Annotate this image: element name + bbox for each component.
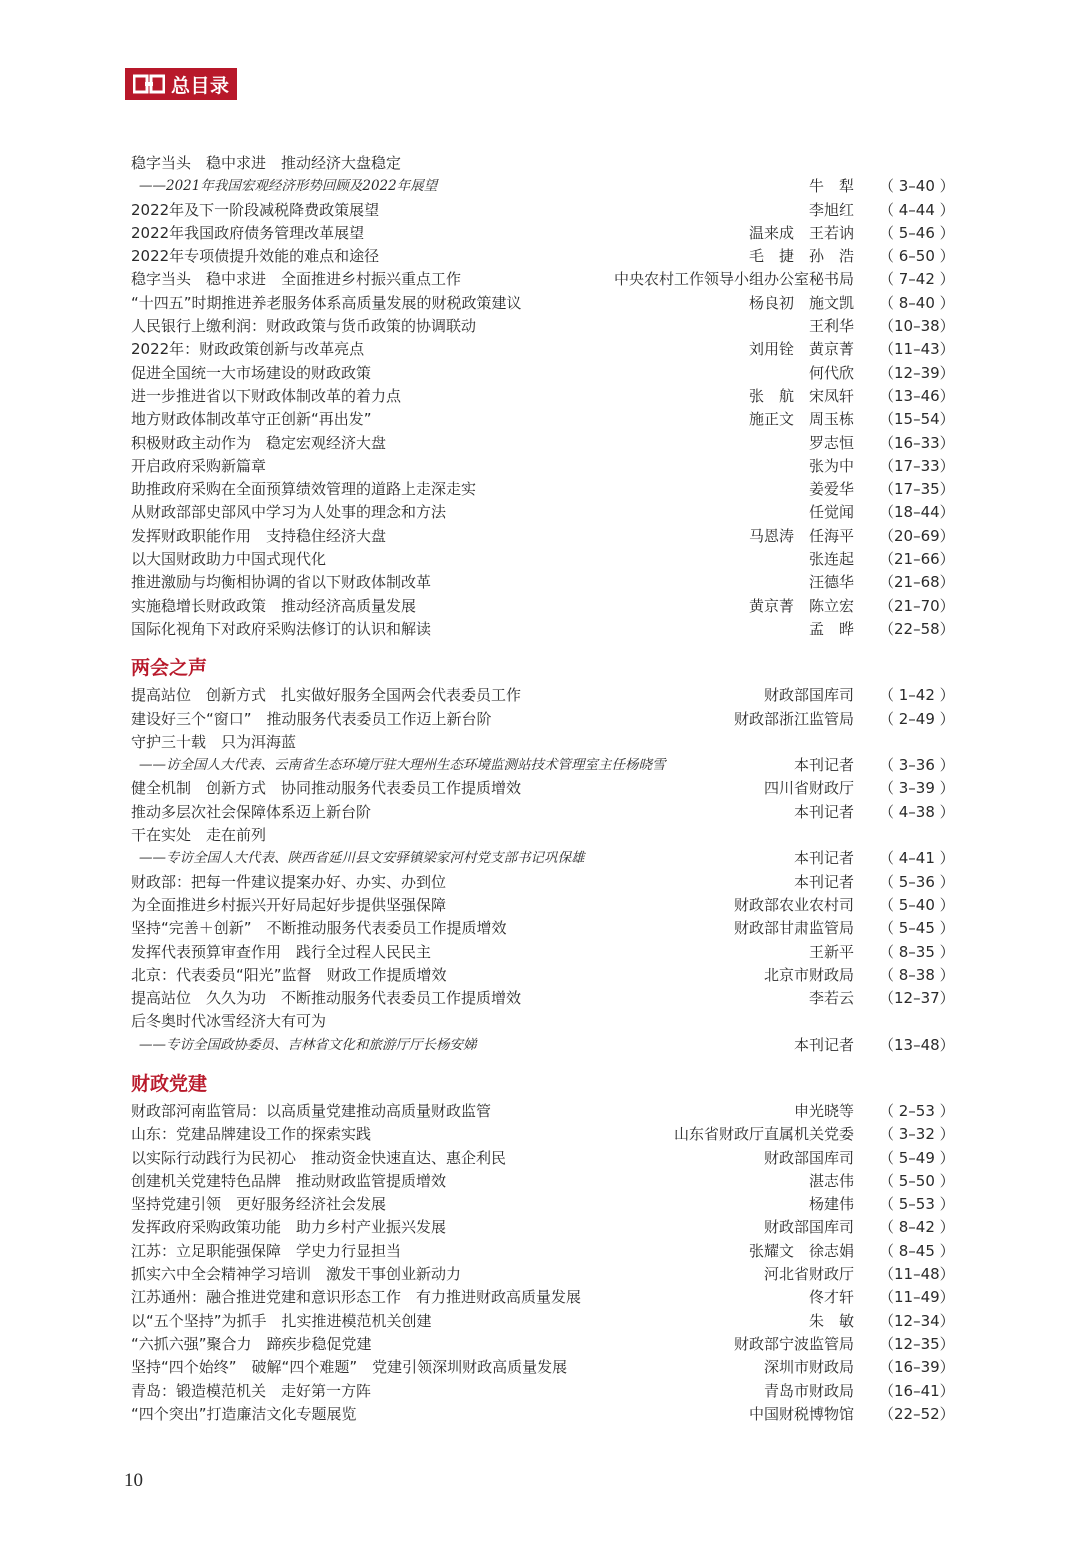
table-of-contents xyxy=(131,152,955,1426)
toc-entry[interactable] xyxy=(131,175,955,198)
toc-entry-author: 李若云 xyxy=(808,989,854,1008)
toc-entry-title: 为全面推进乡村振兴开好局起好步提供坚强保障 xyxy=(131,895,447,914)
toc-entry[interactable] xyxy=(131,432,955,455)
toc-entry-author: 财政部甘肃监管局 xyxy=(733,919,854,938)
toc-entry-title: 建设好三个“窗口” 推动服务代表委员工作迈上新台阶 xyxy=(131,709,492,728)
toc-entry-subtitle: ——专访全国人大代表、陕西省延川县文安驿镇梁家河村党支部书记巩保雄 xyxy=(139,850,585,867)
toc-entry[interactable] xyxy=(131,1216,955,1239)
toc-entry-author: 张 航 宋凤轩 xyxy=(748,386,854,405)
toc-entry-page: （22–58） xyxy=(879,619,955,638)
toc-entry-author: 张耀文 徐志娟 xyxy=(748,1241,854,1260)
toc-entry-page: （11–49） xyxy=(879,1288,955,1307)
toc-entry-author: 王新平 xyxy=(808,942,854,961)
toc-entry-author: 张为中 xyxy=(808,456,854,475)
toc-entry[interactable] xyxy=(131,917,955,940)
toc-entry-author: 黄京菁 陈立宏 xyxy=(748,596,854,615)
toc-entry-author: 杨建伟 xyxy=(808,1195,854,1214)
toc-entry-author: 山东省财政厅直属机关党委 xyxy=(673,1125,854,1144)
toc-entry-title: 进一步推进省以下财政体制改革的着力点 xyxy=(131,386,402,405)
toc-entry-author: 本刊记者 xyxy=(793,872,854,891)
toc-entry-page: （21–68） xyxy=(879,573,955,592)
toc-entry-title: 开启政府采购新篇章 xyxy=(131,456,267,475)
toc-entry-title: 坚持党建引领 更好服务经济社会发展 xyxy=(131,1195,387,1214)
toc-entry-title: 稳字当头 稳中求进 推动经济大盘稳定 xyxy=(131,154,402,172)
toc-entry-author: 施正文 周玉栋 xyxy=(748,410,854,429)
toc-entry-page: （17–35） xyxy=(879,480,955,499)
toc-entry[interactable] xyxy=(131,525,955,548)
toc-entry-author: 姜爱华 xyxy=(808,480,854,499)
toc-entry[interactable] xyxy=(131,1100,955,1123)
toc-entry[interactable] xyxy=(131,1403,955,1426)
toc-entry-subtitle: ——专访全国政协委员、吉林省文化和旅游厅厅长杨安娣 xyxy=(139,1036,477,1053)
toc-entry-title: 财政部：把每一件建议提案办好、办实、办到位 xyxy=(131,872,447,891)
toc-entry-page: （ 3–39 ） xyxy=(879,779,955,798)
toc-entry[interactable] xyxy=(131,847,955,870)
toc-entry-title: 守护三十载 只为洱海蓝 xyxy=(131,732,297,751)
toc-entry-author: 财政部国库司 xyxy=(763,1218,854,1237)
toc-entry-page: （ 8–42 ） xyxy=(879,1218,955,1237)
toc-entry-page: （13–46） xyxy=(879,386,955,405)
toc-entry[interactable] xyxy=(131,548,955,571)
toc-entry-page: （ 8–35 ） xyxy=(879,942,955,961)
toc-entry-page: （16–41） xyxy=(879,1381,955,1400)
toc-entry-page: （ 8–40 ） xyxy=(879,293,955,312)
toc-entry[interactable] xyxy=(131,501,955,524)
toc-entry-page: （22–52） xyxy=(879,1404,955,1423)
toc-entry-page: （ 8–38 ） xyxy=(879,965,955,984)
toc-entry-author: 申光晓等 xyxy=(793,1101,854,1120)
toc-entry-page: （21–66） xyxy=(879,550,955,569)
toc-entry[interactable] xyxy=(131,152,951,175)
toc-entry-title: 干在实处 走在前列 xyxy=(131,826,267,845)
toc-entry-subtitle: ——访全国人大代表、云南省生态环境厅驻大理州生态环境监测站技术管理室主任杨晓雪 xyxy=(139,757,666,774)
toc-entry-author: 毛 捷 孙 浩 xyxy=(748,247,854,266)
toc-entry-title: 2022年专项债提升效能的难点和途径 xyxy=(131,247,380,266)
toc-entry-title: 以“五个坚持”为抓手 扎实推进模范机关创建 xyxy=(131,1311,432,1330)
toc-entry-author: 任觉闻 xyxy=(808,503,854,522)
toc-entry-title: 地方财政体制改革守正创新“再出发” xyxy=(131,410,372,429)
toc-entry[interactable] xyxy=(131,362,955,385)
toc-entry-title: 2022年及下一阶段减税降费政策展望 xyxy=(131,200,380,219)
toc-entry-title: “四个突出”打造廉洁文化专题展览 xyxy=(131,1404,357,1423)
toc-entry[interactable] xyxy=(131,455,955,478)
toc-entry-author: 湛志伟 xyxy=(808,1171,854,1190)
toc-entry-author: 四川省财政厅 xyxy=(763,779,854,798)
toc-entry-title: 从财政部部史部风中学习为人处事的理念和方法 xyxy=(131,503,447,522)
toc-entry[interactable] xyxy=(131,1333,955,1356)
toc-entry-page: （18–44） xyxy=(879,503,955,522)
toc-entry-author: 朱 敏 xyxy=(808,1311,854,1330)
toc-entry[interactable] xyxy=(131,408,955,431)
toc-entry-title: 北京：代表委员“阳光”监督 财政工作提质增效 xyxy=(131,965,447,984)
toc-entry-title: 江苏：立足职能强保障 学史力行显担当 xyxy=(131,1241,402,1260)
toc-entry-author: 中国财税博物馆 xyxy=(748,1404,854,1423)
toc-entry-author: 财政部宁波监管局 xyxy=(733,1334,854,1353)
toc-entry-page: （ 5–49 ） xyxy=(879,1148,955,1167)
toc-entry[interactable] xyxy=(131,1147,955,1170)
toc-entry[interactable] xyxy=(131,1193,955,1216)
toc-entry-page: （12–39） xyxy=(879,363,955,382)
toc-header-badge xyxy=(125,68,237,100)
toc-entry-author: 刘用铨 黄京菁 xyxy=(748,340,854,359)
toc-entry-title: 坚持“四个始终” 破解“四个难题” 党建引领深圳财政高质量发展 xyxy=(131,1358,568,1377)
toc-entry-title: 发挥政府采购政策功能 助力乡村产业振兴发展 xyxy=(131,1218,447,1237)
toc-entry-author: 青岛市财政局 xyxy=(763,1381,854,1400)
toc-entry[interactable] xyxy=(131,478,955,501)
toc-entry-author: 本刊记者 xyxy=(793,802,854,821)
toc-entry-title: 抓实六中全会精神学习培训 激发干事创业新动力 xyxy=(131,1265,462,1284)
toc-entry-page: （12–34） xyxy=(879,1311,955,1330)
toc-entry-page: （ 3–40 ） xyxy=(879,177,955,196)
toc-entry-title: 江苏通州：融合推进党建和意识形态工作 有力推进财政高质量发展 xyxy=(131,1288,582,1307)
toc-entry-title: 坚持“完善＋创新” 不断推动服务代表委员工作提质增效 xyxy=(131,919,507,938)
toc-entry[interactable] xyxy=(131,777,955,800)
toc-entry[interactable] xyxy=(131,941,955,964)
toc-entry-author: 杨良初 施文凯 xyxy=(748,293,854,312)
toc-entry-page: （21–70） xyxy=(879,596,955,615)
toc-entry-author: 深圳市财政局 xyxy=(763,1358,854,1377)
toc-entry-page: （13–48） xyxy=(879,1035,955,1054)
toc-entry-title: 积极财政主动作为 稳定宏观经济大盘 xyxy=(131,433,387,452)
toc-entry[interactable] xyxy=(131,571,955,594)
toc-entry-author: 本刊记者 xyxy=(793,849,854,868)
toc-entry[interactable] xyxy=(131,871,955,894)
toc-entry-page: （ 2–49 ） xyxy=(879,709,955,728)
toc-entry-page: （ 3–36 ） xyxy=(879,756,955,775)
toc-entry-title: “十四五”时期推进养老服务体系高质量发展的财税政策建议 xyxy=(131,293,522,312)
toc-entry-page: （ 3–32 ） xyxy=(879,1125,955,1144)
toc-entry-author: 佟才轩 xyxy=(808,1288,854,1307)
toc-entry[interactable] xyxy=(131,268,955,291)
toc-entry-title: 发挥财政职能作用 支持稳住经济大盘 xyxy=(131,526,387,545)
toc-entry-page: （15–54） xyxy=(879,410,955,429)
toc-header-title: 总目录 xyxy=(171,74,230,97)
toc-entry-author: 张连起 xyxy=(808,550,854,569)
toc-entry[interactable] xyxy=(131,894,955,917)
toc-entry[interactable] xyxy=(131,1010,951,1033)
toc-entry-page: （ 5–46 ） xyxy=(879,223,955,242)
toc-entry-author: 罗志恒 xyxy=(808,433,854,452)
toc-entry-page: （ 6–50 ） xyxy=(879,247,955,266)
toc-entry-page: （ 4–38 ） xyxy=(879,802,955,821)
toc-entry-title: 财政部河南监管局：以高质量党建推动高质量财政监管 xyxy=(131,1101,492,1120)
page-number: 10 xyxy=(124,1470,143,1491)
toc-entry-page: （16–33） xyxy=(879,433,955,452)
toc-entry[interactable] xyxy=(131,1263,955,1286)
toc-entry-page: （ 5–40 ） xyxy=(879,895,955,914)
toc-entry-page: （ 7–42 ） xyxy=(879,270,955,289)
toc-entry-page: （ 5–45 ） xyxy=(879,919,955,938)
toc-entry[interactable] xyxy=(131,754,955,777)
toc-entry-author: 何代欣 xyxy=(808,363,854,382)
toc-entry-author: 本刊记者 xyxy=(793,756,854,775)
toc-entry-page: （10–38） xyxy=(879,317,955,336)
toc-entry[interactable] xyxy=(131,824,951,847)
toc-entry-author: 财政部国库司 xyxy=(763,1148,854,1167)
toc-entry-page: （ 5–53 ） xyxy=(879,1195,955,1214)
toc-entry-title: 青岛：锻造模范机关 走好第一方阵 xyxy=(131,1381,372,1400)
toc-entry[interactable] xyxy=(131,731,951,754)
toc-entry-page: （ 8–45 ） xyxy=(879,1241,955,1260)
toc-entry[interactable] xyxy=(131,595,955,618)
toc-entry-author: 财政部国库司 xyxy=(763,686,854,705)
toc-entry[interactable] xyxy=(131,1380,955,1403)
toc-entry-author: 中央农村工作领导小组办公室秘书局 xyxy=(613,270,854,289)
toc-entry-author: 王利华 xyxy=(808,317,854,336)
toc-entry-title: 推动多层次社会保障体系迈上新台阶 xyxy=(131,802,372,821)
toc-entry[interactable] xyxy=(131,222,955,245)
toc-entry-title: 实施稳增长财政政策 推动经济高质量发展 xyxy=(131,596,417,615)
toc-entry-title: 稳字当头 稳中求进 全面推进乡村振兴重点工作 xyxy=(131,270,462,289)
toc-entry-author: 汪德华 xyxy=(808,573,854,592)
toc-entry-page: （11–43） xyxy=(879,340,955,359)
toc-entry-page: （11–48） xyxy=(879,1265,955,1284)
toc-entry-author: 温来成 王若讷 xyxy=(748,223,854,242)
toc-entry-author: 马恩涛 任海平 xyxy=(748,526,854,545)
toc-entry-author: 李旭红 xyxy=(808,200,854,219)
toc-entry-page: （ 5–50 ） xyxy=(879,1171,955,1190)
toc-entry-page: （12–37） xyxy=(879,989,955,1008)
toc-entry[interactable] xyxy=(131,1286,955,1309)
toc-entry[interactable] xyxy=(131,684,955,707)
toc-entry[interactable] xyxy=(131,245,955,268)
toc-entry[interactable] xyxy=(131,987,955,1010)
toc-entry[interactable] xyxy=(131,199,955,222)
toc-entry-page: （ 4–44 ） xyxy=(879,200,955,219)
toc-entry[interactable] xyxy=(131,801,955,824)
toc-entry[interactable] xyxy=(131,708,955,731)
toc-entry[interactable] xyxy=(131,1123,955,1146)
toc-entry[interactable] xyxy=(131,1034,955,1057)
toc-entry[interactable] xyxy=(131,385,955,408)
toc-entry-title: 发挥代表预算审查作用 践行全过程人民民主 xyxy=(131,942,432,961)
toc-entry-subtitle: ——2021年我国宏观经济形势回顾及2022年展望 xyxy=(139,178,438,195)
toc-entry-title: 后冬奥时代冰雪经济大有可为 xyxy=(131,1012,327,1031)
toc-entry-page: （ 4–41 ） xyxy=(879,849,955,868)
toc-entry-title: 山东：党建品牌建设工作的探索实践 xyxy=(131,1125,372,1144)
toc-entry-page: （16–39） xyxy=(879,1358,955,1377)
toc-entry[interactable] xyxy=(131,1240,955,1263)
toc-entry-author: 孟 晔 xyxy=(808,619,854,638)
toc-entry[interactable] xyxy=(131,618,955,641)
toc-entry-title: 推进激励与均衡相协调的省以下财政体制改革 xyxy=(131,573,432,592)
toc-entry-page: （ 5–36 ） xyxy=(879,872,955,891)
toc-entry[interactable] xyxy=(131,964,955,987)
toc-entry-author: 牛 犁 xyxy=(808,177,854,196)
section-heading: 财政党建 xyxy=(131,1072,208,1095)
toc-entry-author: 财政部农业农村司 xyxy=(733,895,854,914)
toc-entry-title: 以大国财政助力中国式现代化 xyxy=(131,550,327,569)
toc-entry-title: 健全机制 创新方式 协同推动服务代表委员工作提质增效 xyxy=(131,779,522,798)
toc-entry-author: 北京市财政局 xyxy=(763,965,854,984)
toc-entry-page: （17–33） xyxy=(879,456,955,475)
toc-entry[interactable] xyxy=(131,1170,955,1193)
toc-entry-title: 促进全国统一大市场建设的财政政策 xyxy=(131,363,372,382)
toc-entry-title: 国际化视角下对政府采购法修订的认识和解读 xyxy=(131,619,432,638)
toc-entry-title: “六抓六强”聚合力 蹄疾步稳促党建 xyxy=(131,1334,372,1353)
toc-entry[interactable] xyxy=(131,338,955,361)
toc-entry[interactable] xyxy=(131,315,955,338)
toc-entry[interactable] xyxy=(131,1356,955,1379)
toc-entry[interactable] xyxy=(131,292,955,315)
toc-entry-title: 创建机关党建特色品牌 推动财政监管提质增效 xyxy=(131,1171,447,1190)
toc-entry-title: 助推政府采购在全面预算绩效管理的道路上走深走实 xyxy=(131,480,477,499)
toc-entry-title: 提高站位 久久为功 不断推动服务代表委员工作提质增效 xyxy=(131,989,522,1008)
toc-entry-title: 2022年：财政政策创新与改革亮点 xyxy=(131,340,365,359)
toc-entry-author: 财政部浙江监管局 xyxy=(733,709,854,728)
toc-entry-title: 提高站位 创新方式 扎实做好服务全国两会代表委员工作 xyxy=(131,686,522,705)
toc-entry-title: 2022年我国政府债务管理改革展望 xyxy=(131,223,365,242)
toc-entry[interactable] xyxy=(131,1310,955,1333)
toc-entry-page: （20–69） xyxy=(879,526,955,545)
toc-entry-title: 人民银行上缴利润：财政政策与货币政策的协调联动 xyxy=(131,317,477,336)
toc-entry-title: 以实际行动践行为民初心 推动资金快速直达、惠企利民 xyxy=(131,1148,507,1167)
toc-logo-icon xyxy=(133,74,165,94)
toc-entry-author: 本刊记者 xyxy=(793,1035,854,1054)
toc-entry-author: 河北省财政厅 xyxy=(763,1265,854,1284)
section-heading: 两会之声 xyxy=(131,657,208,680)
toc-entry-page: （ 2–53 ） xyxy=(879,1101,955,1120)
toc-entry-page: （12–35） xyxy=(879,1334,955,1353)
toc-entry-page: （ 1–42 ） xyxy=(879,686,955,705)
